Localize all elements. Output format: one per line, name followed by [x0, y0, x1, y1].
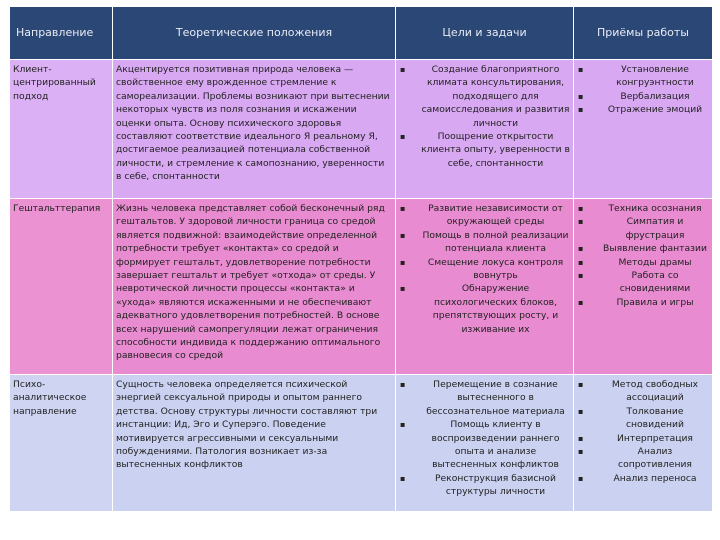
list-item: ▪ Анализ сопротивления [578, 446, 692, 471]
bullet-icon: ▪ [400, 132, 406, 142]
list-item: ▪ Методы драмы [578, 256, 692, 268]
list-item: ▪ Работа со сновидениями [578, 270, 691, 295]
list-item: ▪ Развитие независимости от окружающей среды [400, 203, 563, 228]
bullet-icon: ▪ [578, 244, 584, 254]
comparison-table-wrapper [9, 6, 712, 522]
bullet-icon: ▪ [578, 473, 584, 483]
bullet-icon: ▪ [578, 380, 584, 389]
list-item: ▪ Метод свободных ассоциаций [578, 379, 699, 404]
list-item: ▪ Техника осознания [578, 203, 702, 214]
bullet-icon: ▪ [578, 65, 584, 74]
list-item: ▪ Обнаружение психологических блоков, препятствующих росту, и изживание их [400, 283, 559, 335]
list-item: ▪ Толкование сновидений [578, 405, 685, 431]
list-item: ▪ Установление конгруэнтности [578, 64, 694, 89]
header-methods: Приёмы работы [574, 7, 713, 60]
list-item: ▪ Смещение локуса контроля вовнутрь [400, 256, 564, 282]
bullet-icon: ▪ [400, 204, 406, 213]
goals-cell [396, 199, 574, 375]
direction-cell: Психо-аналитическое направление [10, 375, 113, 512]
bullet-icon: ▪ [578, 105, 584, 115]
psychotherapy-comparison-table [9, 6, 713, 512]
header-theory: Теоретические положения [113, 7, 396, 60]
table-row [10, 60, 713, 199]
bullet-icon: ▪ [578, 433, 584, 443]
list-item: ▪ Правила и игры [578, 296, 694, 308]
list-item: ▪ Реконструкция базисной структуры личности [400, 472, 557, 498]
header-direction: Направление [10, 7, 113, 60]
bullet-icon: ▪ [578, 257, 584, 267]
bullet-icon: ▪ [400, 257, 406, 267]
list-item: ▪ Перемещение в сознание вытесненного в бессознательное материала [400, 379, 565, 417]
bullet-icon: ▪ [578, 204, 584, 213]
bullet-icon: ▪ [400, 420, 406, 430]
table-row [10, 199, 713, 375]
list-item: ▪ Отражение эмоций [578, 104, 703, 116]
theory-cell: Сущность человека определяется психической энергией сексуальной природы и опытом раннего детства. Основу структуры личности составляют три инстанции: Ид, Эго и Суперэго. Поведение мотивируется агрессивными и сексуальными побуждениями. Патология возникает из-за вытесненных конфликтов [113, 375, 396, 512]
bullet-icon: ▪ [578, 297, 584, 307]
bullet-icon: ▪ [578, 271, 584, 281]
bullet-icon: ▪ [400, 380, 406, 389]
list-item: ▪ Симпатия и фрустрация [578, 216, 685, 241]
table-row [10, 375, 713, 512]
bullet-icon: ▪ [578, 217, 584, 227]
list-item: ▪ Помощь клиенту в воспроизведении раннего опыта и анализе вытесненных конфликтов [400, 419, 560, 471]
bullet-icon: ▪ [400, 284, 406, 294]
theory-cell: Акцентируется позитивная природа человека — свойственное ему врожденное стремление к самореализации. Проблемы возникают при вытеснении некоторых чувств из поля сознания и искажении оценки опыта. Основу психического здоровья составляют соответствие идеального Я реальному Я, достигаемое реализацией потенциала собственной личности, и стремление к самопознанию, уверенности в себе, спонтанности [113, 60, 396, 199]
goals-cell [396, 60, 574, 199]
list-item: ▪ Выявление фантазии [578, 243, 707, 255]
list-item: ▪ Анализ переноса [578, 472, 697, 484]
list-item: ▪ Создание благоприятного климата консультирования, подходящего для самоисследования и развития личности [400, 64, 570, 129]
direction-cell: Гештальттерапия [10, 199, 113, 375]
methods-cell [574, 375, 713, 512]
methods-cell [574, 60, 713, 199]
bullet-icon: ▪ [400, 65, 406, 74]
list-item: ▪ Помощь в полной реализации потенциала клиента [400, 229, 569, 255]
goals-cell [396, 375, 574, 512]
theory-cell: Жизнь человека представляет собой бесконечный ряд гештальтов. У здоровой личности граница со средой является подвижной: взаимодействие определенной потребности требует «контакта» со средой и формирует гештальт, удовлетворение потребности завершает гештальт и требует «отхода» от среды. У невротической личности процессы «контакта» и «ухода» являются искаженными и не обеспечивают адекватного удовлетворения потребностей. В основе всех нарушений самопрегуляции лежат ограничения способности индивида к поддержанию оптимального равновесия со средой [113, 199, 396, 375]
bullet-icon: ▪ [400, 473, 406, 483]
header-goals: Цели и задачи [396, 7, 574, 60]
list-item: ▪ Интерпретация [578, 432, 693, 444]
header-row [10, 7, 713, 60]
list-item: ▪ Вербализация [578, 90, 690, 102]
bullet-icon: ▪ [400, 230, 406, 240]
bullet-icon: ▪ [578, 447, 584, 457]
list-item: ▪ Поощрение открытости клиента опыту, уверенности в себе, спонтанности [400, 131, 570, 169]
bullet-icon: ▪ [578, 91, 584, 101]
methods-cell [574, 199, 713, 375]
bullet-icon: ▪ [578, 406, 584, 416]
direction-cell: Клиент-центрированный подход [10, 60, 113, 199]
